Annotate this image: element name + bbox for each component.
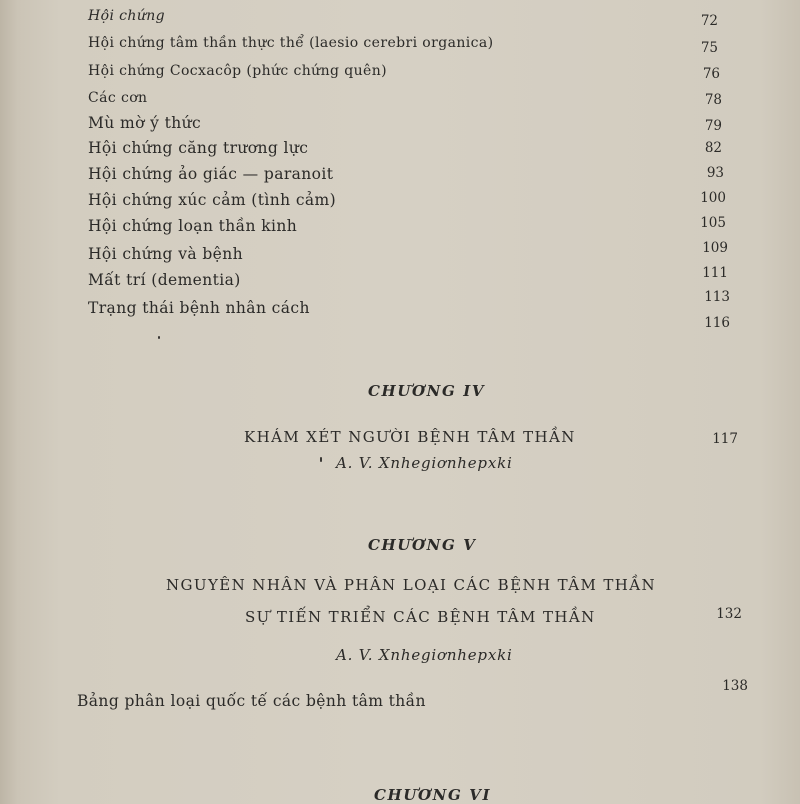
toc-entry-text: Hội chứng loạn thần kinh	[88, 217, 298, 235]
toc-entry-page: 109	[702, 240, 728, 256]
toc-entry-page: 100	[700, 190, 726, 206]
toc-entry-text: Mất trí (dementia)	[88, 271, 241, 289]
toc-entry-page: 82	[704, 140, 722, 156]
toc-entry-page: 116	[704, 315, 730, 331]
chapter-title-line-1: NGUYÊN NHÂN VÀ PHÂN LOẠI CÁC BỆNH TÂM THẦN	[166, 576, 657, 594]
toc-entry-page: 72	[700, 13, 718, 29]
toc-entry-text: Mù mờ ý thức	[88, 114, 202, 132]
toc-entry-page: 78	[704, 92, 722, 108]
toc-entry-text: Hội chứng Cocxacôp (phức chứng quên)	[88, 63, 387, 79]
chapter-page: 132	[716, 606, 742, 622]
chapter-title: KHÁM XÉT NGƯỜI BỆNH TÂM THẦN	[244, 428, 576, 446]
toc-entry-page: 79	[704, 118, 722, 134]
toc-entry-page: 93	[706, 165, 724, 181]
toc-entry-page: 113	[704, 289, 730, 305]
toc-entry-page: 111	[702, 265, 728, 281]
toc-entry-page: 105	[700, 215, 726, 231]
toc-entry-text: Hội chứng căng trương lực	[88, 139, 309, 157]
chapter-author: A. V. Xnhegiơnhepxki	[336, 646, 513, 664]
toc-entry-text: Hội chứng xúc cảm (tình cảm)	[88, 191, 337, 209]
chapter-page: 117	[712, 431, 738, 447]
toc-entry-text: Bảng phân loại quốc tế các bệnh tâm thần	[77, 692, 426, 710]
toc-entry-page: 138	[722, 678, 748, 694]
toc-entry-text: Trạng thái bệnh nhân cách	[88, 299, 310, 317]
toc-entry-page: 76	[702, 66, 720, 82]
toc-entry-text: Hội chứng ảo giác — paranoit	[88, 165, 334, 183]
page-speck	[320, 457, 322, 462]
chapter-title-line-2: SỰ TIẾN TRIỂN CÁC BỆNH TÂM THẦN	[245, 608, 596, 626]
toc-entry-page: 75	[700, 40, 718, 56]
toc-entry-text: Hội chứng tâm thần thực thể (laesio cerebri organica)	[88, 35, 494, 51]
toc-entry-text: Hội chứng	[88, 8, 166, 24]
chapter-label: CHƯƠNG IV	[368, 382, 486, 400]
toc-entry-text: Hội chứng và bệnh	[88, 245, 243, 263]
chapter-label: CHƯƠNG V	[368, 536, 477, 554]
page-speck	[158, 336, 160, 339]
chapter-label: CHƯƠNG VI	[374, 786, 492, 804]
chapter-author: A. V. Xnhegiơnhepxki	[336, 454, 513, 472]
toc-entry-text: Các cơn	[88, 90, 148, 106]
